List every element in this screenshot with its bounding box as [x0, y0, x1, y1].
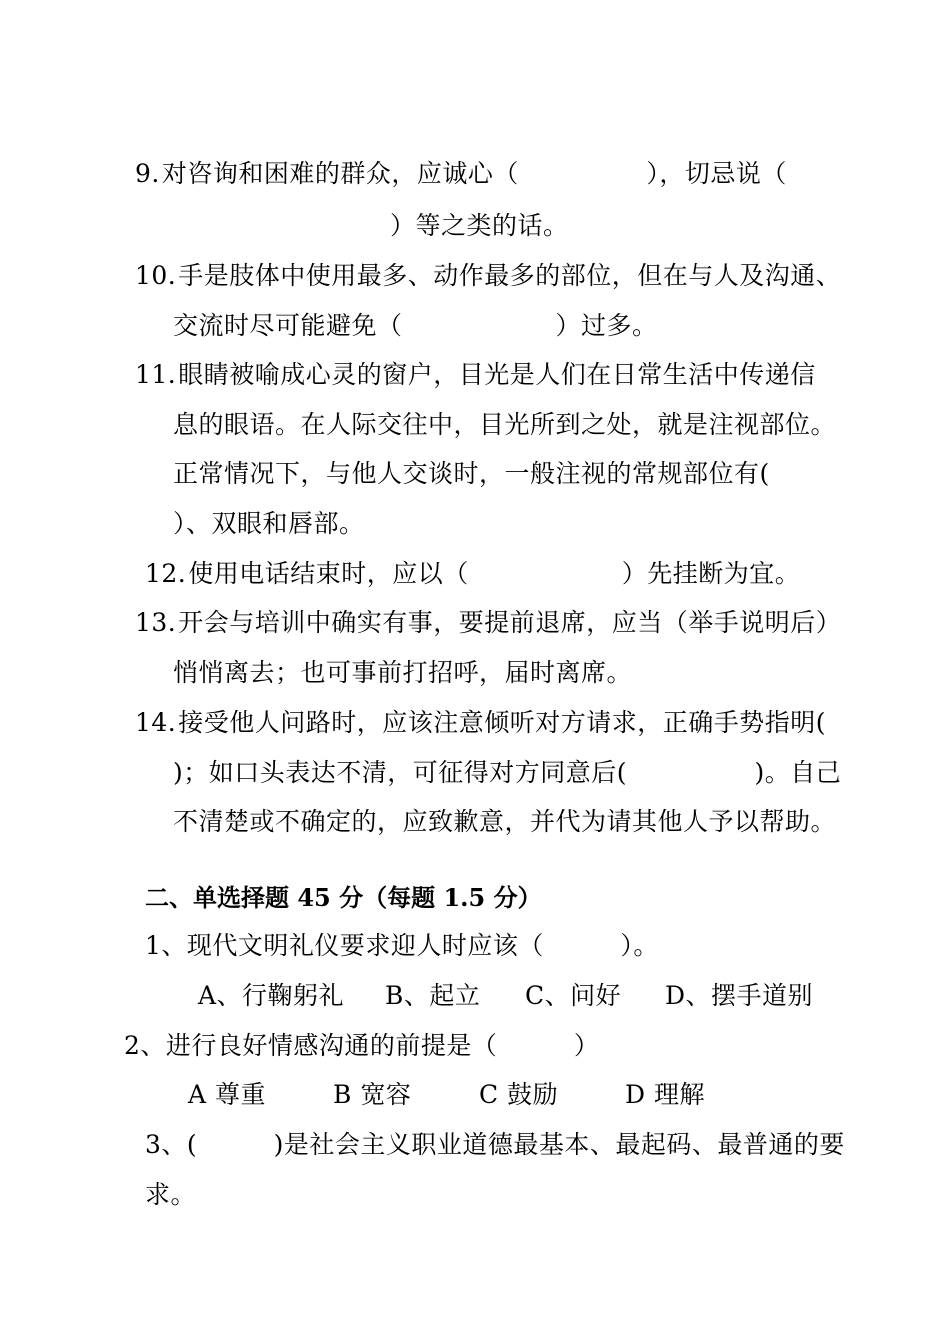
question-13-line-2: 悄悄离去；也可事前打招呼，届时离席。: [173, 658, 633, 687]
mc-question-1-option-a: A、行鞠躬礼: [198, 981, 345, 1010]
question-10-number: 10.: [135, 261, 177, 290]
mc-question-3-line-1: 3、( )是社会主义职业道德最基本、最起码、最普通的要: [145, 1130, 845, 1159]
question-14-line-1: [135, 707, 826, 739]
section-two-heading: 二、单选择题 45 分（每题 1.5 分）: [145, 883, 542, 912]
question-12-line-1: [145, 558, 800, 590]
mc-question-2-option-b: B 宽容: [333, 1080, 412, 1109]
question-12-number: 12.: [145, 559, 187, 588]
question-11-number: 11.: [135, 360, 177, 389]
question-10-line-1: [135, 260, 841, 292]
question-10-line-2: 交流时尽可能避免（ ）过多。: [173, 311, 658, 340]
question-14-text: 接受他人问路时，应该注意倾听对方请求，正确手势指明(: [178, 708, 827, 737]
question-14-line-3: 不清楚或不确定的，应致歉意，并代为请其他人予以帮助。: [173, 807, 837, 836]
question-13-number: 13.: [135, 608, 177, 637]
mc-question-2-option-c: C 鼓励: [479, 1080, 559, 1109]
question-12-text: 使用电话结束时，应以（ ）先挂断为宜。: [188, 559, 801, 588]
mc-question-1-stem: 1、现代文明礼仪要求迎人时应该（ ）。: [145, 931, 659, 960]
mc-question-2-stem: 2、进行良好情感沟通的前提是（ ）: [124, 1031, 600, 1060]
mc-question-2-option-d: D 理解: [625, 1080, 705, 1109]
question-9-text: 对咨询和困难的群众，应诚心（ ），切忌说（: [161, 159, 787, 188]
question-13-text: 开会与培训中确实有事，要提前退席，应当（举手说明后）: [178, 608, 842, 637]
mc-question-1-option-c: C、问好: [525, 981, 622, 1010]
question-9-number: 9.: [135, 159, 160, 188]
question-9-line-1: [135, 158, 787, 190]
question-14-number: 14.: [135, 708, 177, 737]
question-11-text: 眼睛被喻成心灵的窗户，目光是人们在日常生活中传递信: [178, 360, 816, 389]
question-11-line-4: ）、双眼和唇部。: [173, 509, 365, 538]
question-14-line-2: )；如口头表达不清，可征得对方同意后( )。自己: [173, 758, 842, 787]
question-11-line-2: 息的眼语。在人际交往中，目光所到之处，就是注视部位。: [173, 410, 837, 439]
question-10-text: 手是肢体中使用最多、动作最多的部位，但在与人及沟通、: [178, 261, 842, 290]
question-9-line-2: ）等之类的话。: [390, 211, 569, 240]
mc-question-2-option-a: A 尊重: [188, 1080, 267, 1109]
mc-question-1-option-b: B、起立: [385, 981, 481, 1010]
question-13-line-1: [135, 607, 841, 639]
question-11-line-1: [135, 359, 816, 391]
mc-question-1-option-d: D、摆手道别: [665, 981, 814, 1010]
question-11-line-3: 正常情况下，与他人交谈时，一般注视的常规部位有(: [173, 459, 770, 488]
mc-question-3-line-2: 求。: [145, 1180, 197, 1209]
